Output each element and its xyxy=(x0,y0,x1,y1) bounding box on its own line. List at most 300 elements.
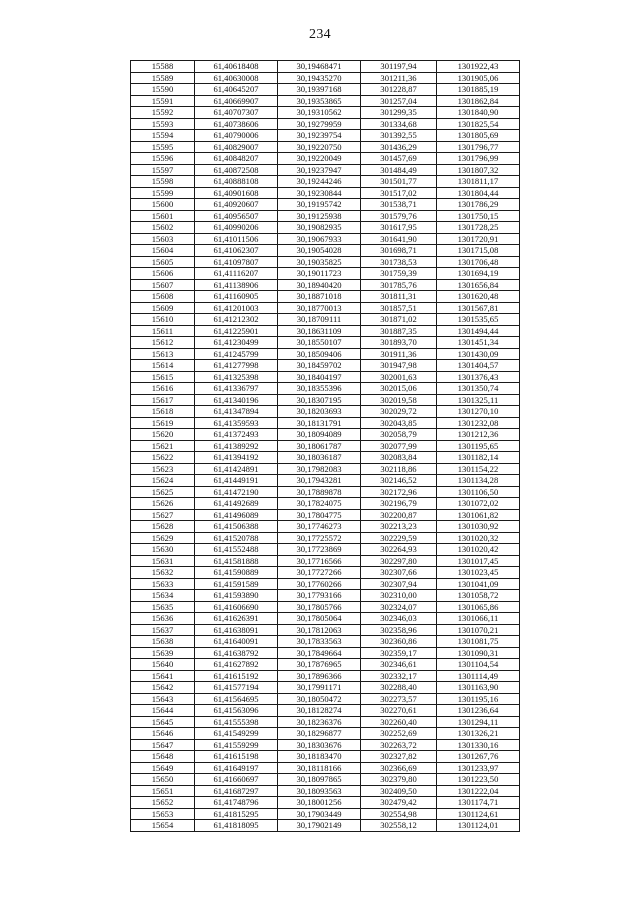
point-number-cell: 15634 xyxy=(131,590,195,602)
coordinates-table xyxy=(130,60,520,832)
latitude-cell: 61,41389292 xyxy=(195,440,278,452)
point-number-cell: 15615 xyxy=(131,371,195,383)
y-coordinate-cell: 1301222,04 xyxy=(437,785,520,797)
point-number-cell: 15605 xyxy=(131,256,195,268)
y-coordinate-cell: 1301350,74 xyxy=(437,383,520,395)
table-row xyxy=(131,578,520,590)
longitude-cell: 30,18093563 xyxy=(278,785,361,797)
y-coordinate-cell: 1301020,32 xyxy=(437,532,520,544)
x-coordinate-cell: 302043,85 xyxy=(361,417,437,429)
x-coordinate-cell: 302252,69 xyxy=(361,728,437,740)
point-number-cell: 15627 xyxy=(131,509,195,521)
latitude-cell: 61,41097807 xyxy=(195,256,278,268)
longitude-cell: 30,18709111 xyxy=(278,314,361,326)
y-coordinate-cell: 1301065,86 xyxy=(437,601,520,613)
longitude-cell: 30,18940420 xyxy=(278,279,361,291)
point-number-cell: 15612 xyxy=(131,337,195,349)
longitude-cell: 30,18296877 xyxy=(278,728,361,740)
point-number-cell: 15609 xyxy=(131,302,195,314)
y-coordinate-cell: 1301174,71 xyxy=(437,797,520,809)
y-coordinate-cell: 1301451,34 xyxy=(437,337,520,349)
longitude-cell: 30,17982083 xyxy=(278,463,361,475)
table-row xyxy=(131,360,520,372)
latitude-cell: 61,41577194 xyxy=(195,682,278,694)
y-coordinate-cell: 1301041,09 xyxy=(437,578,520,590)
x-coordinate-cell: 301759,39 xyxy=(361,268,437,280)
table-row xyxy=(131,705,520,717)
point-number-cell: 15642 xyxy=(131,682,195,694)
point-number-cell: 15645 xyxy=(131,716,195,728)
longitude-cell: 30,18871018 xyxy=(278,291,361,303)
point-number-cell: 15603 xyxy=(131,233,195,245)
y-coordinate-cell: 1301715,08 xyxy=(437,245,520,257)
table-row xyxy=(131,486,520,498)
longitude-cell: 30,17903449 xyxy=(278,808,361,820)
table-row xyxy=(131,302,520,314)
y-coordinate-cell: 1301567,81 xyxy=(437,302,520,314)
y-coordinate-cell: 1301905,06 xyxy=(437,72,520,84)
x-coordinate-cell: 302554,98 xyxy=(361,808,437,820)
point-number-cell: 15619 xyxy=(131,417,195,429)
point-number-cell: 15653 xyxy=(131,808,195,820)
y-coordinate-cell: 1301232,08 xyxy=(437,417,520,429)
point-number-cell: 15602 xyxy=(131,222,195,234)
x-coordinate-cell: 302058,79 xyxy=(361,429,437,441)
point-number-cell: 15596 xyxy=(131,153,195,165)
table-row xyxy=(131,659,520,671)
latitude-cell: 61,41520788 xyxy=(195,532,278,544)
point-number-cell: 15606 xyxy=(131,268,195,280)
longitude-cell: 30,17943281 xyxy=(278,475,361,487)
latitude-cell: 61,41138906 xyxy=(195,279,278,291)
y-coordinate-cell: 1301430,09 xyxy=(437,348,520,360)
latitude-cell: 61,40872508 xyxy=(195,164,278,176)
y-coordinate-cell: 1301330,16 xyxy=(437,739,520,751)
table-row xyxy=(131,199,520,211)
x-coordinate-cell: 302077,99 xyxy=(361,440,437,452)
table-row xyxy=(131,590,520,602)
point-number-cell: 15621 xyxy=(131,440,195,452)
y-coordinate-cell: 1301404,57 xyxy=(437,360,520,372)
table-row xyxy=(131,682,520,694)
x-coordinate-cell: 302366,69 xyxy=(361,762,437,774)
y-coordinate-cell: 1301104,54 xyxy=(437,659,520,671)
table-row xyxy=(131,728,520,740)
table-row xyxy=(131,337,520,349)
x-coordinate-cell: 301457,69 xyxy=(361,153,437,165)
x-coordinate-cell: 302360,86 xyxy=(361,636,437,648)
latitude-cell: 61,41506388 xyxy=(195,521,278,533)
table-row xyxy=(131,141,520,153)
x-coordinate-cell: 302379,80 xyxy=(361,774,437,786)
table-row xyxy=(131,130,520,142)
y-coordinate-cell: 1301786,29 xyxy=(437,199,520,211)
point-number-cell: 15650 xyxy=(131,774,195,786)
latitude-cell: 61,41552488 xyxy=(195,544,278,556)
longitude-cell: 30,18770013 xyxy=(278,302,361,314)
point-number-cell: 15632 xyxy=(131,567,195,579)
longitude-cell: 30,17746273 xyxy=(278,521,361,533)
y-coordinate-cell: 1301058,72 xyxy=(437,590,520,602)
longitude-cell: 30,19054028 xyxy=(278,245,361,257)
table-row xyxy=(131,256,520,268)
table-row xyxy=(131,509,520,521)
point-number-cell: 15597 xyxy=(131,164,195,176)
table-row xyxy=(131,475,520,487)
latitude-cell: 61,41245799 xyxy=(195,348,278,360)
table-row xyxy=(131,567,520,579)
table-row xyxy=(131,544,520,556)
point-number-cell: 15654 xyxy=(131,820,195,832)
latitude-cell: 61,40790006 xyxy=(195,130,278,142)
x-coordinate-cell: 302019,58 xyxy=(361,394,437,406)
table-row xyxy=(131,808,520,820)
longitude-cell: 30,18307195 xyxy=(278,394,361,406)
point-number-cell: 15623 xyxy=(131,463,195,475)
point-number-cell: 15639 xyxy=(131,647,195,659)
latitude-cell: 61,40990206 xyxy=(195,222,278,234)
point-number-cell: 15588 xyxy=(131,61,195,73)
longitude-cell: 30,18097865 xyxy=(278,774,361,786)
table-row xyxy=(131,521,520,533)
longitude-cell: 30,19353865 xyxy=(278,95,361,107)
longitude-cell: 30,19279959 xyxy=(278,118,361,130)
y-coordinate-cell: 1301233,97 xyxy=(437,762,520,774)
longitude-cell: 30,19220750 xyxy=(278,141,361,153)
point-number-cell: 15589 xyxy=(131,72,195,84)
table-row xyxy=(131,233,520,245)
point-number-cell: 15617 xyxy=(131,394,195,406)
longitude-cell: 30,17833563 xyxy=(278,636,361,648)
latitude-cell: 61,41591589 xyxy=(195,578,278,590)
latitude-cell: 61,41201003 xyxy=(195,302,278,314)
table-row xyxy=(131,176,520,188)
table-row xyxy=(131,72,520,84)
point-number-cell: 15641 xyxy=(131,670,195,682)
x-coordinate-cell: 302200,87 xyxy=(361,509,437,521)
x-coordinate-cell: 302001,63 xyxy=(361,371,437,383)
y-coordinate-cell: 1301182,14 xyxy=(437,452,520,464)
y-coordinate-cell: 1301030,92 xyxy=(437,521,520,533)
longitude-cell: 30,17805766 xyxy=(278,601,361,613)
table-row xyxy=(131,429,520,441)
point-number-cell: 15644 xyxy=(131,705,195,717)
coordinates-table-body xyxy=(131,61,520,832)
latitude-cell: 61,41660697 xyxy=(195,774,278,786)
point-number-cell: 15646 xyxy=(131,728,195,740)
y-coordinate-cell: 1301706,48 xyxy=(437,256,520,268)
y-coordinate-cell: 1301811,17 xyxy=(437,176,520,188)
y-coordinate-cell: 1301267,76 xyxy=(437,751,520,763)
point-number-cell: 15613 xyxy=(131,348,195,360)
y-coordinate-cell: 1301072,02 xyxy=(437,498,520,510)
longitude-cell: 30,18509406 xyxy=(278,348,361,360)
longitude-cell: 30,19239754 xyxy=(278,130,361,142)
table-row xyxy=(131,187,520,199)
x-coordinate-cell: 302118,86 xyxy=(361,463,437,475)
y-coordinate-cell: 1301494,44 xyxy=(437,325,520,337)
x-coordinate-cell: 302229,59 xyxy=(361,532,437,544)
y-coordinate-cell: 1301124,01 xyxy=(437,820,520,832)
point-number-cell: 15640 xyxy=(131,659,195,671)
point-number-cell: 15601 xyxy=(131,210,195,222)
longitude-cell: 30,18061787 xyxy=(278,440,361,452)
longitude-cell: 30,17804775 xyxy=(278,509,361,521)
point-number-cell: 15633 xyxy=(131,578,195,590)
table-row xyxy=(131,279,520,291)
latitude-cell: 61,41347894 xyxy=(195,406,278,418)
table-row xyxy=(131,774,520,786)
table-row xyxy=(131,785,520,797)
latitude-cell: 61,41449191 xyxy=(195,475,278,487)
y-coordinate-cell: 1301862,84 xyxy=(437,95,520,107)
longitude-cell: 30,18355396 xyxy=(278,383,361,395)
latitude-cell: 61,40956507 xyxy=(195,210,278,222)
latitude-cell: 61,41549299 xyxy=(195,728,278,740)
longitude-cell: 30,18550107 xyxy=(278,337,361,349)
x-coordinate-cell: 302015,06 xyxy=(361,383,437,395)
y-coordinate-cell: 1301017,45 xyxy=(437,555,520,567)
table-row xyxy=(131,601,520,613)
point-number-cell: 15590 xyxy=(131,84,195,96)
y-coordinate-cell: 1301124,61 xyxy=(437,808,520,820)
x-coordinate-cell: 301484,49 xyxy=(361,164,437,176)
longitude-cell: 30,19468471 xyxy=(278,61,361,73)
x-coordinate-cell: 301579,76 xyxy=(361,210,437,222)
longitude-cell: 30,17849664 xyxy=(278,647,361,659)
y-coordinate-cell: 1301294,11 xyxy=(437,716,520,728)
x-coordinate-cell: 301211,36 xyxy=(361,72,437,84)
x-coordinate-cell: 301517,02 xyxy=(361,187,437,199)
longitude-cell: 30,18050472 xyxy=(278,693,361,705)
x-coordinate-cell: 302358,96 xyxy=(361,624,437,636)
table-row xyxy=(131,532,520,544)
y-coordinate-cell: 1301885,19 xyxy=(437,84,520,96)
table-row xyxy=(131,84,520,96)
point-number-cell: 15607 xyxy=(131,279,195,291)
point-number-cell: 15622 xyxy=(131,452,195,464)
y-coordinate-cell: 1301922,43 xyxy=(437,61,520,73)
longitude-cell: 30,17812063 xyxy=(278,624,361,636)
latitude-cell: 61,41615192 xyxy=(195,670,278,682)
longitude-cell: 30,19397168 xyxy=(278,84,361,96)
y-coordinate-cell: 1301805,69 xyxy=(437,130,520,142)
latitude-cell: 61,41225901 xyxy=(195,325,278,337)
longitude-cell: 30,17760266 xyxy=(278,578,361,590)
table-row xyxy=(131,613,520,625)
page-number: 234 xyxy=(309,27,331,42)
latitude-cell: 61,40630008 xyxy=(195,72,278,84)
y-coordinate-cell: 1301090,31 xyxy=(437,647,520,659)
x-coordinate-cell: 302307,94 xyxy=(361,578,437,590)
table-row xyxy=(131,739,520,751)
y-coordinate-cell: 1301825,54 xyxy=(437,118,520,130)
latitude-cell: 61,41687297 xyxy=(195,785,278,797)
x-coordinate-cell: 302270,61 xyxy=(361,705,437,717)
table-row xyxy=(131,452,520,464)
longitude-cell: 30,17889878 xyxy=(278,486,361,498)
longitude-cell: 30,17896366 xyxy=(278,670,361,682)
latitude-cell: 61,41564695 xyxy=(195,693,278,705)
y-coordinate-cell: 1301796,99 xyxy=(437,153,520,165)
latitude-cell: 61,41638792 xyxy=(195,647,278,659)
y-coordinate-cell: 1301212,36 xyxy=(437,429,520,441)
point-number-cell: 15591 xyxy=(131,95,195,107)
y-coordinate-cell: 1301134,28 xyxy=(437,475,520,487)
x-coordinate-cell: 301698,71 xyxy=(361,245,437,257)
table-row xyxy=(131,417,520,429)
x-coordinate-cell: 301785,76 xyxy=(361,279,437,291)
y-coordinate-cell: 1301154,22 xyxy=(437,463,520,475)
table-row xyxy=(131,95,520,107)
longitude-cell: 30,19310562 xyxy=(278,107,361,119)
x-coordinate-cell: 302260,40 xyxy=(361,716,437,728)
longitude-cell: 30,17727266 xyxy=(278,567,361,579)
x-coordinate-cell: 302558,12 xyxy=(361,820,437,832)
latitude-cell: 61,41325398 xyxy=(195,371,278,383)
x-coordinate-cell: 301197,94 xyxy=(361,61,437,73)
latitude-cell: 61,41593890 xyxy=(195,590,278,602)
point-number-cell: 15651 xyxy=(131,785,195,797)
table-row xyxy=(131,624,520,636)
latitude-cell: 61,41212302 xyxy=(195,314,278,326)
longitude-cell: 30,19067933 xyxy=(278,233,361,245)
x-coordinate-cell: 301392,55 xyxy=(361,130,437,142)
point-number-cell: 15620 xyxy=(131,429,195,441)
point-number-cell: 15616 xyxy=(131,383,195,395)
x-coordinate-cell: 302324,07 xyxy=(361,601,437,613)
latitude-cell: 61,40669907 xyxy=(195,95,278,107)
latitude-cell: 61,41818095 xyxy=(195,820,278,832)
y-coordinate-cell: 1301694,19 xyxy=(437,268,520,280)
x-coordinate-cell: 302332,17 xyxy=(361,670,437,682)
point-number-cell: 15598 xyxy=(131,176,195,188)
point-number-cell: 15652 xyxy=(131,797,195,809)
latitude-cell: 61,40618408 xyxy=(195,61,278,73)
table-row xyxy=(131,314,520,326)
x-coordinate-cell: 301617,95 xyxy=(361,222,437,234)
y-coordinate-cell: 1301796,77 xyxy=(437,141,520,153)
latitude-cell: 61,41815295 xyxy=(195,808,278,820)
table-row xyxy=(131,164,520,176)
x-coordinate-cell: 302297,80 xyxy=(361,555,437,567)
table-row xyxy=(131,498,520,510)
table-row xyxy=(131,440,520,452)
point-number-cell: 15618 xyxy=(131,406,195,418)
x-coordinate-cell: 301857,51 xyxy=(361,302,437,314)
point-number-cell: 15593 xyxy=(131,118,195,130)
point-number-cell: 15636 xyxy=(131,613,195,625)
longitude-cell: 30,19230844 xyxy=(278,187,361,199)
x-coordinate-cell: 301641,90 xyxy=(361,233,437,245)
point-number-cell: 15647 xyxy=(131,739,195,751)
y-coordinate-cell: 1301728,25 xyxy=(437,222,520,234)
point-number-cell: 15649 xyxy=(131,762,195,774)
x-coordinate-cell: 302479,42 xyxy=(361,797,437,809)
table-row xyxy=(131,762,520,774)
point-number-cell: 15625 xyxy=(131,486,195,498)
point-number-cell: 15643 xyxy=(131,693,195,705)
table-row xyxy=(131,751,520,763)
point-number-cell: 15630 xyxy=(131,544,195,556)
y-coordinate-cell: 1301720,91 xyxy=(437,233,520,245)
x-coordinate-cell: 301738,53 xyxy=(361,256,437,268)
x-coordinate-cell: 302172,96 xyxy=(361,486,437,498)
point-number-cell: 15629 xyxy=(131,532,195,544)
x-coordinate-cell: 301228,87 xyxy=(361,84,437,96)
x-coordinate-cell: 302196,79 xyxy=(361,498,437,510)
point-number-cell: 15638 xyxy=(131,636,195,648)
longitude-cell: 30,17876965 xyxy=(278,659,361,671)
latitude-cell: 61,41116207 xyxy=(195,268,278,280)
x-coordinate-cell: 301436,29 xyxy=(361,141,437,153)
table-row xyxy=(131,716,520,728)
y-coordinate-cell: 1301270,10 xyxy=(437,406,520,418)
latitude-cell: 61,40829007 xyxy=(195,141,278,153)
x-coordinate-cell: 302083,84 xyxy=(361,452,437,464)
longitude-cell: 30,19035825 xyxy=(278,256,361,268)
latitude-cell: 61,41277998 xyxy=(195,360,278,372)
latitude-cell: 61,41492689 xyxy=(195,498,278,510)
longitude-cell: 30,18631109 xyxy=(278,325,361,337)
x-coordinate-cell: 302273,57 xyxy=(361,693,437,705)
y-coordinate-cell: 1301020,42 xyxy=(437,544,520,556)
table-row xyxy=(131,107,520,119)
table-row xyxy=(131,210,520,222)
table-row xyxy=(131,670,520,682)
latitude-cell: 61,40645207 xyxy=(195,84,278,96)
latitude-cell: 61,41230499 xyxy=(195,337,278,349)
longitude-cell: 30,18459702 xyxy=(278,360,361,372)
longitude-cell: 30,17991171 xyxy=(278,682,361,694)
table-row xyxy=(131,291,520,303)
latitude-cell: 61,40738606 xyxy=(195,118,278,130)
y-coordinate-cell: 1301236,64 xyxy=(437,705,520,717)
latitude-cell: 61,40901608 xyxy=(195,187,278,199)
latitude-cell: 61,41581888 xyxy=(195,555,278,567)
latitude-cell: 61,41011506 xyxy=(195,233,278,245)
y-coordinate-cell: 1301804,44 xyxy=(437,187,520,199)
longitude-cell: 30,17725572 xyxy=(278,532,361,544)
x-coordinate-cell: 301887,35 xyxy=(361,325,437,337)
latitude-cell: 61,40920607 xyxy=(195,199,278,211)
y-coordinate-cell: 1301114,49 xyxy=(437,670,520,682)
x-coordinate-cell: 302346,03 xyxy=(361,613,437,625)
longitude-cell: 30,19435270 xyxy=(278,72,361,84)
y-coordinate-cell: 1301620,48 xyxy=(437,291,520,303)
x-coordinate-cell: 301871,02 xyxy=(361,314,437,326)
latitude-cell: 61,41340196 xyxy=(195,394,278,406)
x-coordinate-cell: 302263,72 xyxy=(361,739,437,751)
point-number-cell: 15635 xyxy=(131,601,195,613)
x-coordinate-cell: 301947,98 xyxy=(361,360,437,372)
longitude-cell: 30,19125938 xyxy=(278,210,361,222)
x-coordinate-cell: 301257,04 xyxy=(361,95,437,107)
point-number-cell: 15592 xyxy=(131,107,195,119)
point-number-cell: 15628 xyxy=(131,521,195,533)
latitude-cell: 61,41606690 xyxy=(195,601,278,613)
latitude-cell: 61,40707307 xyxy=(195,107,278,119)
table-row xyxy=(131,268,520,280)
table-row xyxy=(131,153,520,165)
table-row xyxy=(131,383,520,395)
table-row xyxy=(131,394,520,406)
x-coordinate-cell: 302307,66 xyxy=(361,567,437,579)
longitude-cell: 30,18036187 xyxy=(278,452,361,464)
longitude-cell: 30,19220049 xyxy=(278,153,361,165)
point-number-cell: 15631 xyxy=(131,555,195,567)
table-row xyxy=(131,118,520,130)
